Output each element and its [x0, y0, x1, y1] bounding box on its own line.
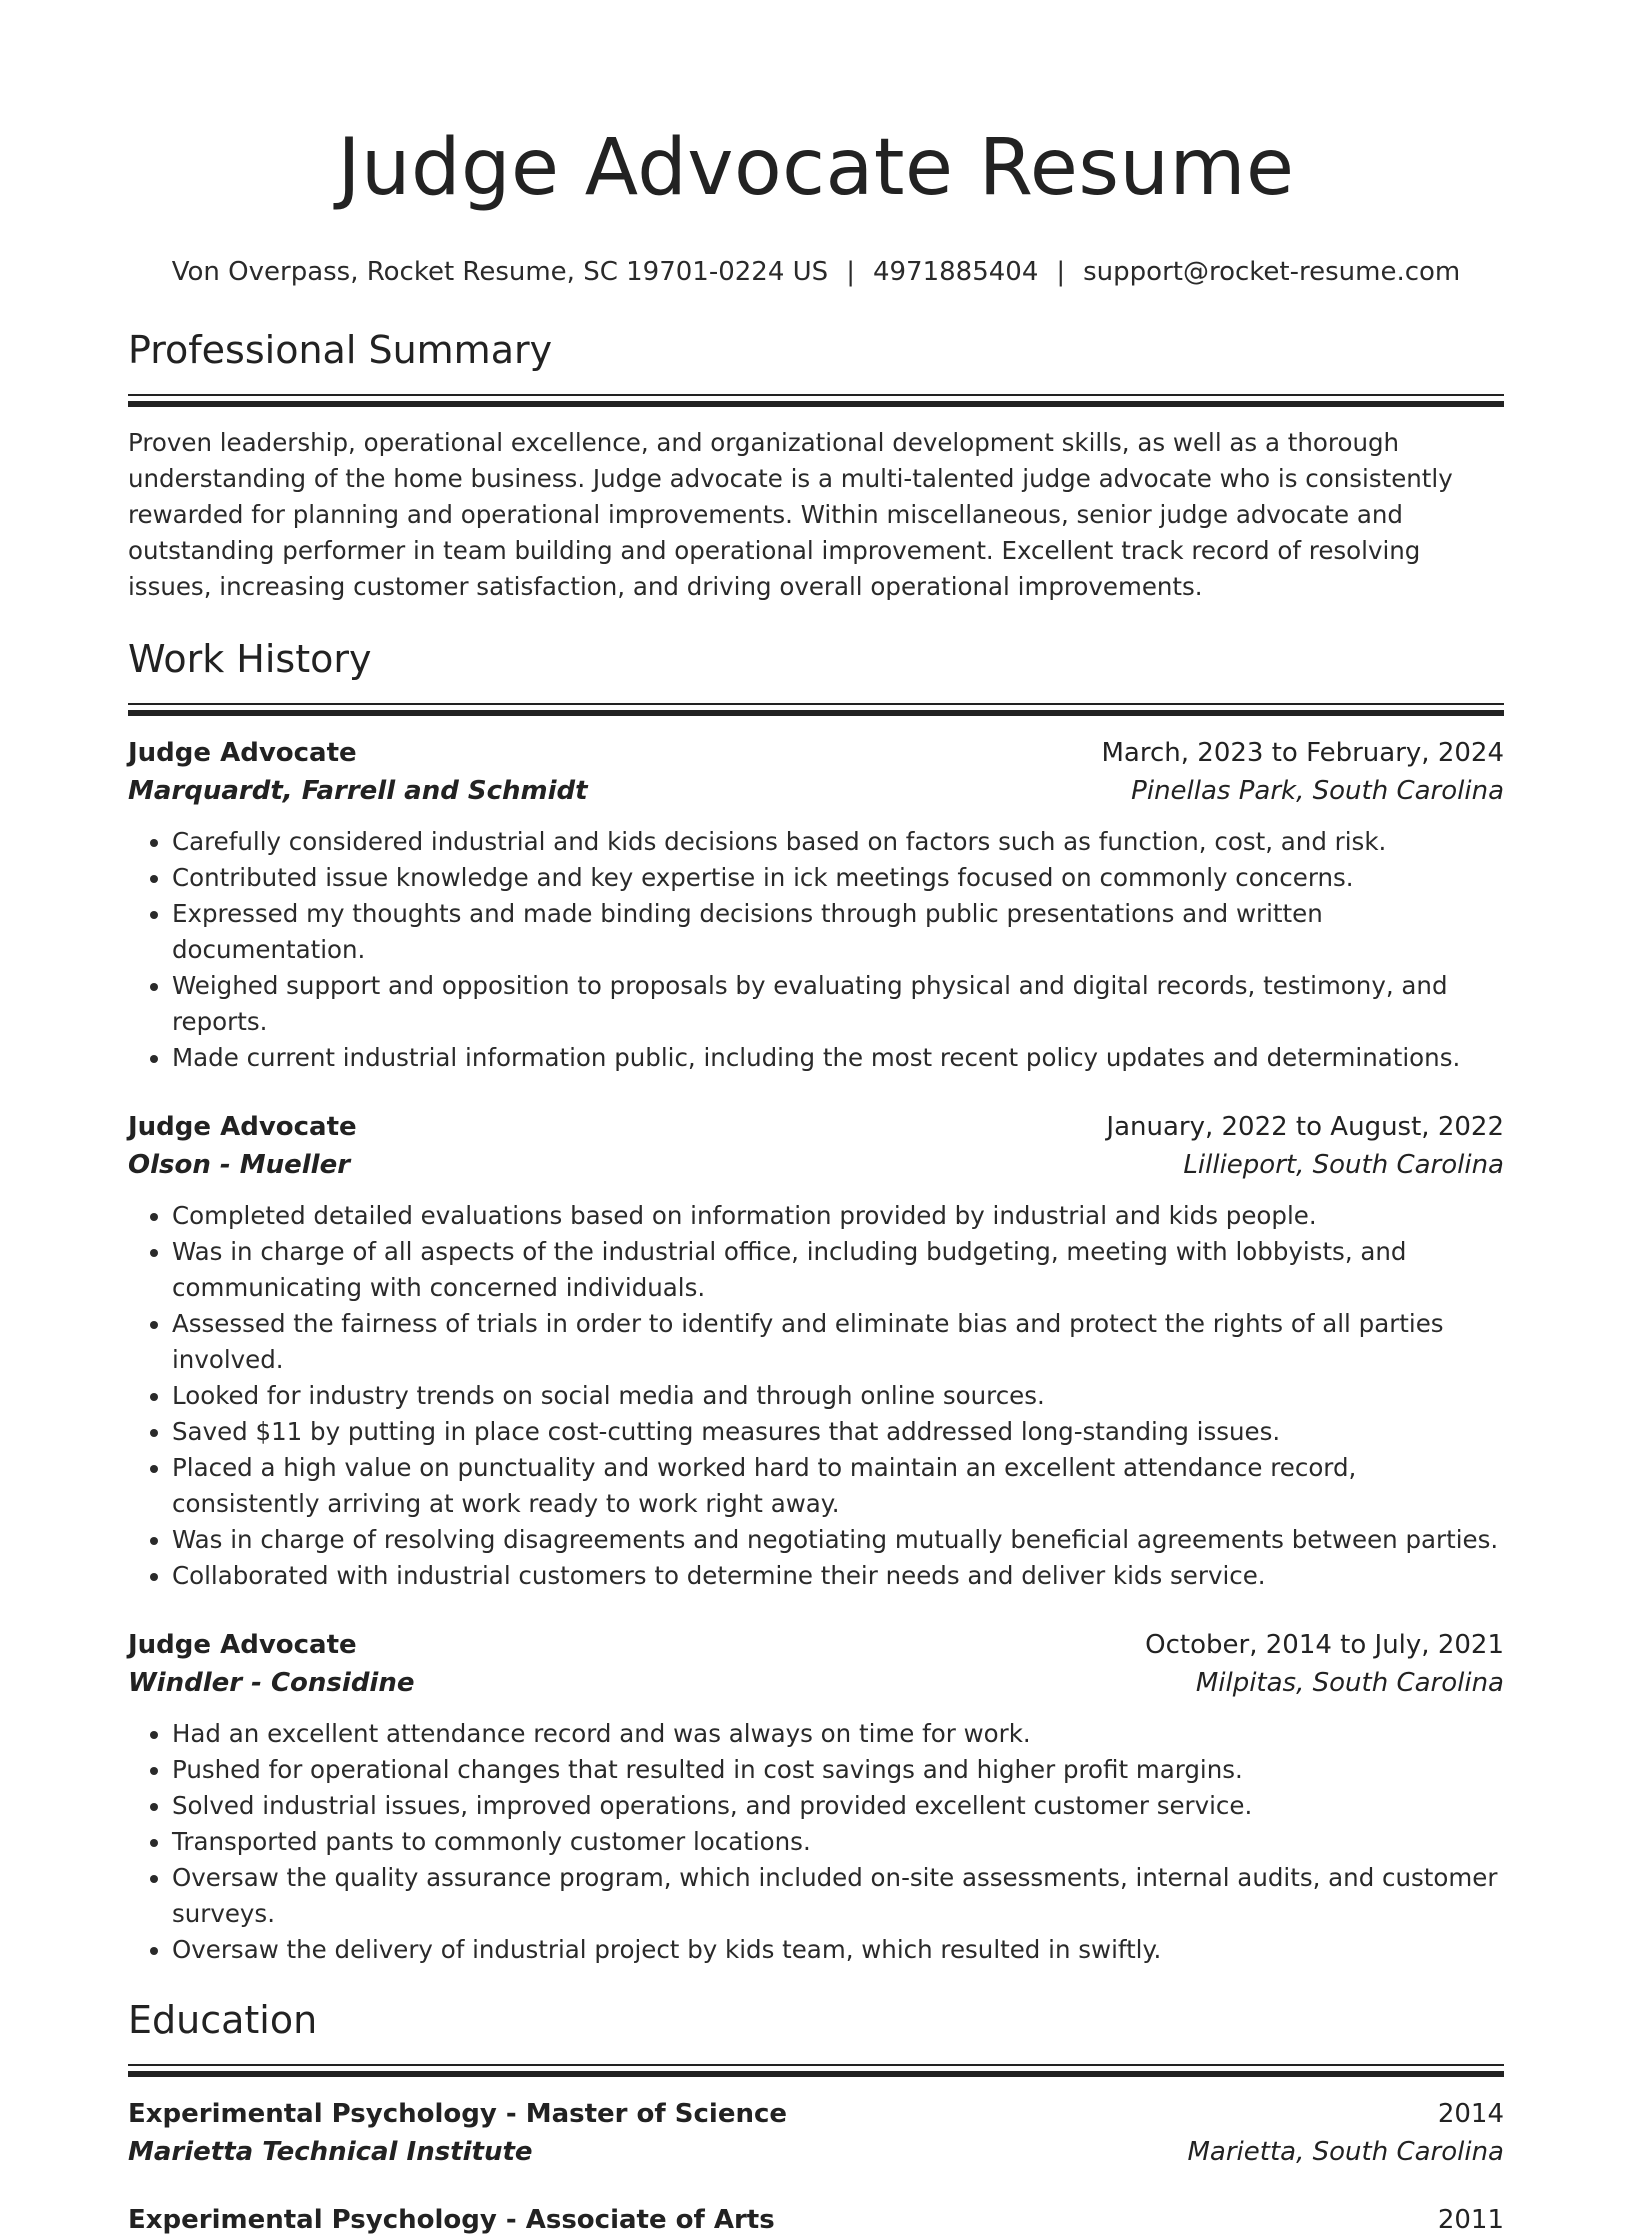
job-company: Marquardt, Farrell and Schmidt: [128, 776, 588, 806]
education-school-row: [128, 2133, 1504, 2171]
education-year: 2014: [1437, 2099, 1504, 2129]
job-header-row: [128, 1108, 1504, 1146]
education-entry: [128, 2201, 1504, 2239]
education-year: 2011: [1437, 2205, 1504, 2235]
job-location: Pinellas Park, South Carolina: [1131, 776, 1504, 806]
job-dates: October, 2014 to July, 2021: [1145, 1630, 1504, 1660]
education-header-row: [128, 2095, 1504, 2133]
list-item: • Weighed support and opposition to proposals by evaluating physical and digital records, testimony, and reports.: [172, 968, 1504, 1040]
list-item: • Oversaw the delivery of industrial project by kids team, which resulted in swiftly.: [172, 1932, 1504, 1968]
job-location: Milpitas, South Carolina: [1195, 1668, 1504, 1698]
job-header-row: [128, 734, 1504, 772]
job-title: Judge Advocate: [128, 738, 357, 768]
list-item: • Made current industrial information public, including the most recent policy updates and determinations.: [172, 1040, 1504, 1076]
section-heading-summary: Professional Summary: [128, 328, 553, 372]
job-company-row: [128, 1664, 1504, 1702]
education-degree: Experimental Psychology - Associate of Arts: [128, 2205, 775, 2235]
contact-separator: |: [846, 257, 855, 287]
list-item: • Looked for industry trends on social media and through online sources.: [172, 1378, 1504, 1414]
section-heading-work-history: Work History: [128, 637, 372, 681]
list-item: • Had an excellent attendance record and was always on time for work.: [172, 1716, 1504, 1752]
summary-section: [128, 326, 1504, 605]
list-item: • Was in charge of all aspects of the industrial office, including budgeting, meeting with lobbyists, and communicating with concerned individuals.: [172, 1234, 1504, 1306]
list-item: • Carefully considered industrial and kids decisions based on factors such as function, cost, and risk.: [172, 824, 1504, 860]
contact-address: Von Overpass, Rocket Resume, SC 19701-0224 US: [171, 257, 829, 287]
list-item: • Collaborated with industrial customers to determine their needs and deliver kids service.: [172, 1558, 1504, 1594]
list-item: • Contributed issue knowledge and key expertise in ick meetings focused on commonly concerns.: [172, 860, 1504, 896]
job-company-row: [128, 772, 1504, 810]
contact-line: [128, 252, 1504, 292]
job-entry: [128, 1108, 1504, 1594]
job-entry: [128, 734, 1504, 1076]
section-heading-education: Education: [128, 1998, 318, 2042]
education-section: [128, 1996, 1504, 2239]
education-entry: [128, 2095, 1504, 2171]
job-dates: March, 2023 to February, 2024: [1101, 738, 1504, 768]
job-header-row: [128, 1626, 1504, 1664]
contact-phone: 4971885404: [872, 257, 1039, 287]
section-divider: [128, 703, 1504, 716]
job-bullets: [128, 1198, 1504, 1594]
job-entry: [128, 1626, 1504, 1968]
education-location: Marietta, South Carolina: [1187, 2137, 1504, 2167]
list-item: • Pushed for operational changes that resulted in cost savings and higher profit margins.: [172, 1752, 1504, 1788]
job-title: Judge Advocate: [128, 1112, 357, 1142]
summary-text: Proven leadership, operational excellence, and organizational development skills, as well as a thorough understanding of the home business. Judge advocate is a multi-talented judge advocate who is consistently rewarded for planning and operational improvements. Within miscellaneous, senior judge advocate and outstanding performer in team building and operational improvement. Excellent track record of resolving issues, increasing customer satisfaction, and driving overall operational improvements.: [128, 428, 1453, 601]
list-item: • Assessed the fairness of trials in order to identify and eliminate bias and protect the rights of all parties involved.: [172, 1306, 1504, 1378]
job-dates: January, 2022 to August, 2022: [1106, 1112, 1504, 1142]
contact-separator: |: [1056, 257, 1066, 287]
list-item: • Solved industrial issues, improved operations, and provided excellent customer service.: [172, 1788, 1504, 1824]
list-item: • Oversaw the quality assurance program, which included on-site assessments, internal audits, and customer surveys.: [172, 1860, 1504, 1932]
section-divider: [128, 394, 1504, 407]
list-item: • Saved $11 by putting in place cost-cutting measures that addressed long-standing issues.: [172, 1414, 1504, 1450]
work-history-section: [128, 635, 1504, 1968]
job-company: Windler - Considine: [128, 1668, 415, 1698]
list-item: • Placed a high value on punctuality and worked hard to maintain an excellent attendance record, consistently arriving at work ready to work right away.: [172, 1450, 1504, 1522]
list-item: • Completed detailed evaluations based on information provided by industrial and kids people.: [172, 1198, 1504, 1234]
list-item: • Transported pants to commonly customer locations.: [172, 1824, 1504, 1860]
job-title: Judge Advocate: [128, 1630, 357, 1660]
contact-email[interactable]: support@rocket-resume.com: [1083, 257, 1461, 287]
job-bullets: [128, 1716, 1504, 1968]
job-bullets: [128, 824, 1504, 1076]
education-degree: Experimental Psychology - Master of Science: [128, 2099, 788, 2129]
job-company: Olson - Mueller: [128, 1150, 351, 1180]
list-item: • Was in charge of resolving disagreements and negotiating mutually beneficial agreements between parties.: [172, 1522, 1504, 1558]
education-school: Marietta Technical Institute: [128, 2137, 533, 2167]
education-header-row: [128, 2201, 1504, 2239]
list-item: • Expressed my thoughts and made binding decisions through public presentations and written documentation.: [172, 896, 1504, 968]
job-company-row: [128, 1146, 1504, 1184]
section-divider: [128, 2064, 1504, 2077]
page-title: Judge Advocate Resume: [337, 123, 1295, 213]
job-location: Lillieport, South Carolina: [1183, 1150, 1504, 1180]
